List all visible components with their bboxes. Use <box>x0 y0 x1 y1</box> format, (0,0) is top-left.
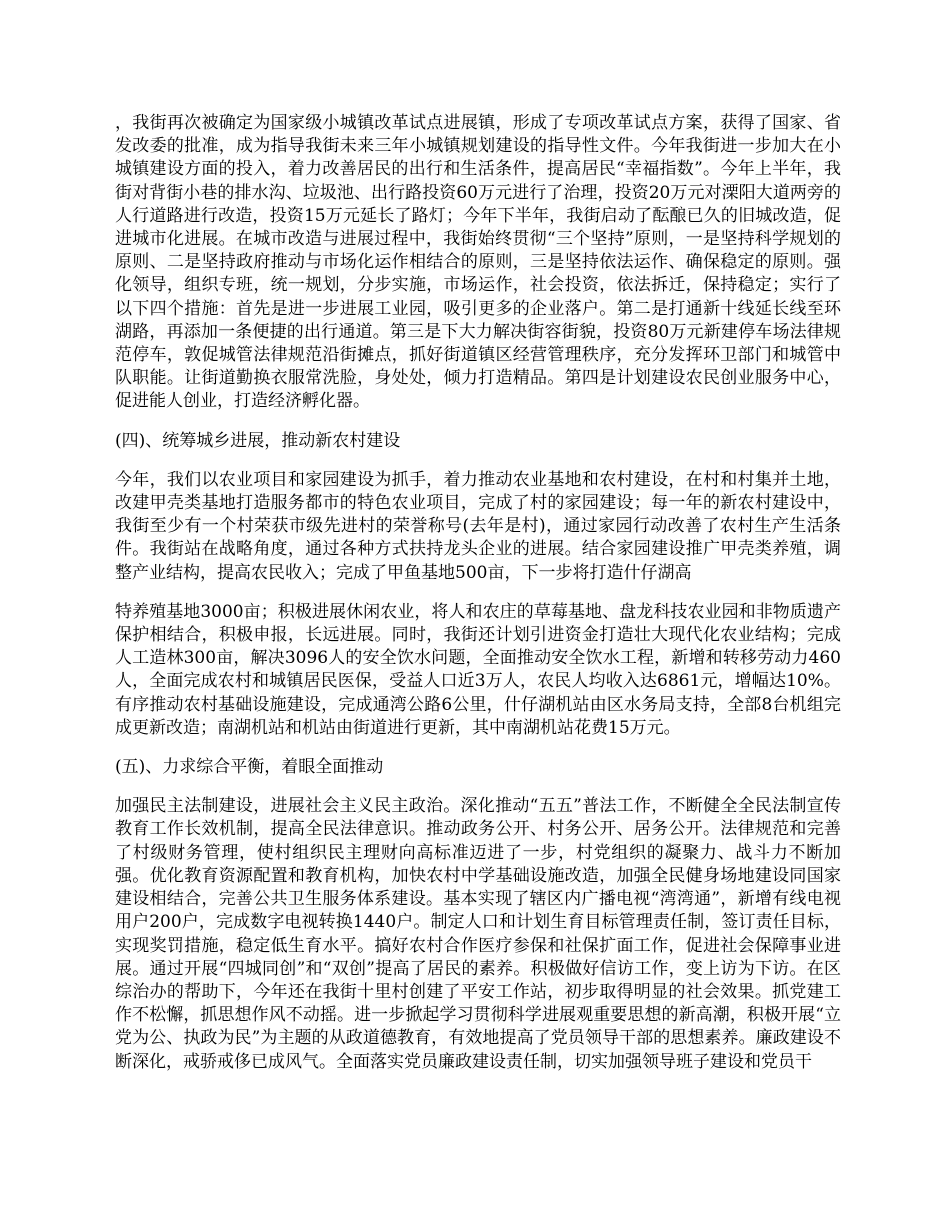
paragraph-urban-construction: ，我街再次被确定为国家级小城镇改革试点进展镇，形成了专项改革试点方案，获得了国家、省发改委的批准，成为指导我街未来三年小城镇规划建设的指导性文件。今年我街进一步加大在小城镇建设方面的投入，着力改善居民的出行和生活条件，提高居民“幸福指数”。今年上半年，我街对背街小巷的排水沟、垃圾池、出行路投资60万元进行了治理，投资20万元对溧阳大道两旁的人行道路进行改造，投资15万元延长了路灯；今年下半年，我街启动了酝酿已久的旧城改造，促进城市化进展。在城市改造与进展过程中，我街始终贯彻“三个坚持”原则，一是坚持科学规划的原则、二是坚持政府推动与市场化运作相结合的原则，三是坚持依法运作、确保稳定的原则。强化领导，组织专班，统一规划，分步实施，市场运作，社会投资，依法拆迁，保持稳定；实行了以下四个措施：首先是进一步进展工业园，吸引更多的企业落户。第二是打通新十线延长线至环湖路，再添加一条便捷的出行通道。第三是下大力解决街容街貌，投资80万元新建停车场法律规范停车，敦促城管法律规范沿街摊点，抓好街道镇区经营管理秩序，充分发挥环卫部门和城管中队职能。让街道勤换衣服常洗脸，身处处，倾力打造精品。第四是计划建设农民创业服务中心，促进能人创业，打造经济孵化器。 <box>115 113 841 412</box>
document-body <box>115 112 841 1090</box>
paragraph-rural-construction: 今年，我们以农业项目和家园建设为抓手，着力推动农业基地和农村建设，在村和村集并土地，改建甲壳类基地打造服务都市的特色农业项目，完成了村的家园建设；每一年的新农村建设中，我街至少有一个村荣获市级先进村的荣誉称号(去年是村)，通过家园行动改善了农村生产生活条件。我街站在战略角度，通过各种方式扶持龙头企业的进展。结合家园建设推广甲壳类养殖，调整产业结构，提高农民收入；完成了甲鱼基地500亩，下一步将打造什仔湖高 <box>115 469 841 583</box>
paragraph-democracy-legal: 加强民主法制建设，进展社会主义民主政治。深化推动“五五”普法工作，不断健全全民法制宣传教育工作长效机制，提高全民法律意识。推动政务公开、村务公开、居务公开。法律规范和完善了村级财务管理，使村组织民主理财向高标准迈进了一步，村党组织的凝聚力、战斗力不断加强。优化教育资源配置和教育机构，加快农村中学基础设施改造，加强全民健身场地建设同国家建设相结合，完善公共卫生服务体系建设。基本实现了辖区内广播电视“湾湾通”，新增有线电视用户200户，完成数字电视转换1440户。制定人口和计划生育目标管理责任制，签订责任目标，实现奖罚措施，稳定低生育水平。搞好农村合作医疗参保和社保扩面工作，促进社会保障事业进展。通过开展“四城同创”和“双创”提高了居民的素养。积极做好信访工作，变上访为下访。在区综治办的帮助下，今年还在我街十里村创建了平安工作站，初步取得明显的社会效果。抓党建工作不松懈，抓思想作风不动摇。进一步掀起学习贯彻科学进展观重要思想的新高潮，积极开展“立党为公、执政为民”为主题的从政道德教育，有效地提高了党员领导干部的思想素养。廉政建设不断深化，戒骄戒侈已成风气。全面落实党员廉政建设责任制，切实加强领导班子建设和党员干 <box>115 796 841 1072</box>
paragraph-agriculture-base: 特养殖基地3000亩；积极进展休闲农业，将人和农庄的草莓基地、盘龙科技农业园和非物质遗产保护相结合，积极申报，长远进展。同时，我街还计划引进资金打造壮大现代化农业结构；完成人工造林300亩，解决3096人的安全饮水问题，全面推动安全饮水工程，新增和转移劳动力460人，全面完成农村和城镇居民医保，受益人口近3万人，农民人均收入达6861元，增幅达10%。有序推动农村基础设施建设，完成通湾公路6公里，什仔湖机站由区水务局支持，全部8台机组完成更新改造；南湖机站和机站由街道进行更新，其中南湖机站花费15万元。 <box>115 601 841 738</box>
section-heading-5: (五)、力求综合平衡，着眼全面推动 <box>115 757 384 778</box>
section-heading-4: (四)、统筹城乡进展，推动新农村建设 <box>115 430 401 451</box>
